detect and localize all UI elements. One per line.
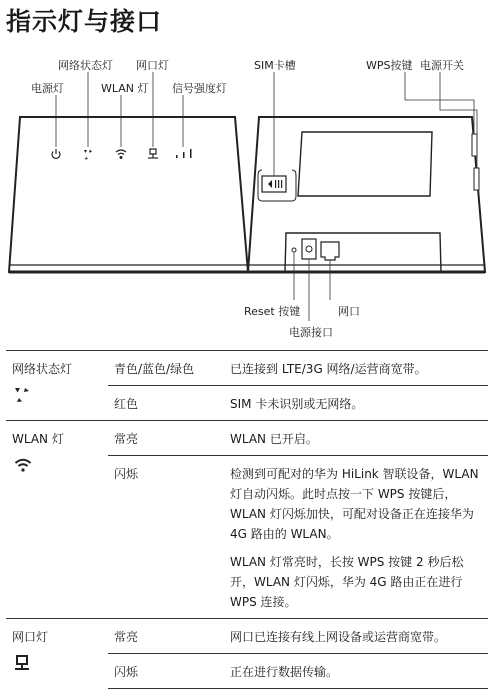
description-cell (224, 456, 488, 619)
state-cell: 红色 (108, 386, 224, 421)
indicator-name: 网口灯 (12, 630, 49, 644)
label-signal-light: 信号强度灯 (172, 82, 227, 95)
description-cell: 网口已连接有线上网设备或运营商宽带。 (224, 619, 488, 654)
description-cell: 已连接到 LTE/3G 网络/运营商宽带。 (224, 351, 488, 386)
label-network-status-light: 网络状态灯 (58, 59, 113, 72)
indicator-table (6, 350, 488, 689)
table-row (6, 351, 488, 386)
label-wps-button: WPS按键 (366, 59, 413, 72)
state-cell: 闪烁 (108, 654, 224, 689)
table-row (6, 421, 488, 456)
description-paragraph: WLAN 灯常亮时，长按 WPS 按键 2 秒后松开，WLAN 灯闪烁，华为 4G 路由正在进行 WPS 连接。 (230, 555, 464, 609)
label-lan-port: 网口 (338, 305, 360, 318)
network-status-icon (14, 387, 30, 403)
state-cell: 闪烁 (108, 456, 224, 619)
label-power-light: 电源灯 (31, 82, 64, 95)
indicator-name: WLAN 灯 (12, 432, 64, 446)
table-row (6, 619, 488, 654)
description-cell: SIM 卡未识别或无网络。 (224, 386, 488, 421)
router-diagram (0, 0, 500, 345)
indicator-cell-wlan (6, 421, 108, 619)
description-cell: 正在进行数据传输。 (224, 654, 488, 689)
state-cell: 常亮 (108, 421, 224, 456)
router-front-view (9, 72, 248, 272)
state-cell: 青色/蓝色/绿色 (108, 351, 224, 386)
wifi-icon (14, 457, 32, 473)
page-title: 指示灯与接口 (6, 7, 163, 36)
indicator-cell-lan (6, 619, 108, 689)
label-reset-button: Reset 按键 (244, 305, 301, 318)
label-wlan-light: WLAN 灯 (101, 82, 149, 95)
indicator-name: 网络状态灯 (12, 362, 73, 376)
power-switch (474, 168, 479, 190)
label-lan-port-light: 网口灯 (136, 59, 169, 72)
label-power-switch: 电源开关 (420, 59, 464, 72)
router-back-view (248, 72, 485, 321)
sim-slot (262, 176, 286, 192)
lan-port-icon (14, 655, 30, 671)
wps-button (472, 134, 477, 156)
label-sim-slot: SIM卡槽 (254, 59, 296, 72)
indicator-cell-network (6, 351, 108, 421)
label-power-port: 电源接口 (289, 326, 333, 339)
state-cell: 常亮 (108, 619, 224, 654)
description-paragraph: 检测到可配对的华为 HiLink 智联设备，WLAN 灯自动闪烁。此时点按一下 WPS 按键后，WLAN 灯闪烁加快，可配对设备正在连接华为 4G 路由的 WLAN。 (230, 467, 479, 541)
description-cell: WLAN 已开启。 (224, 421, 488, 456)
